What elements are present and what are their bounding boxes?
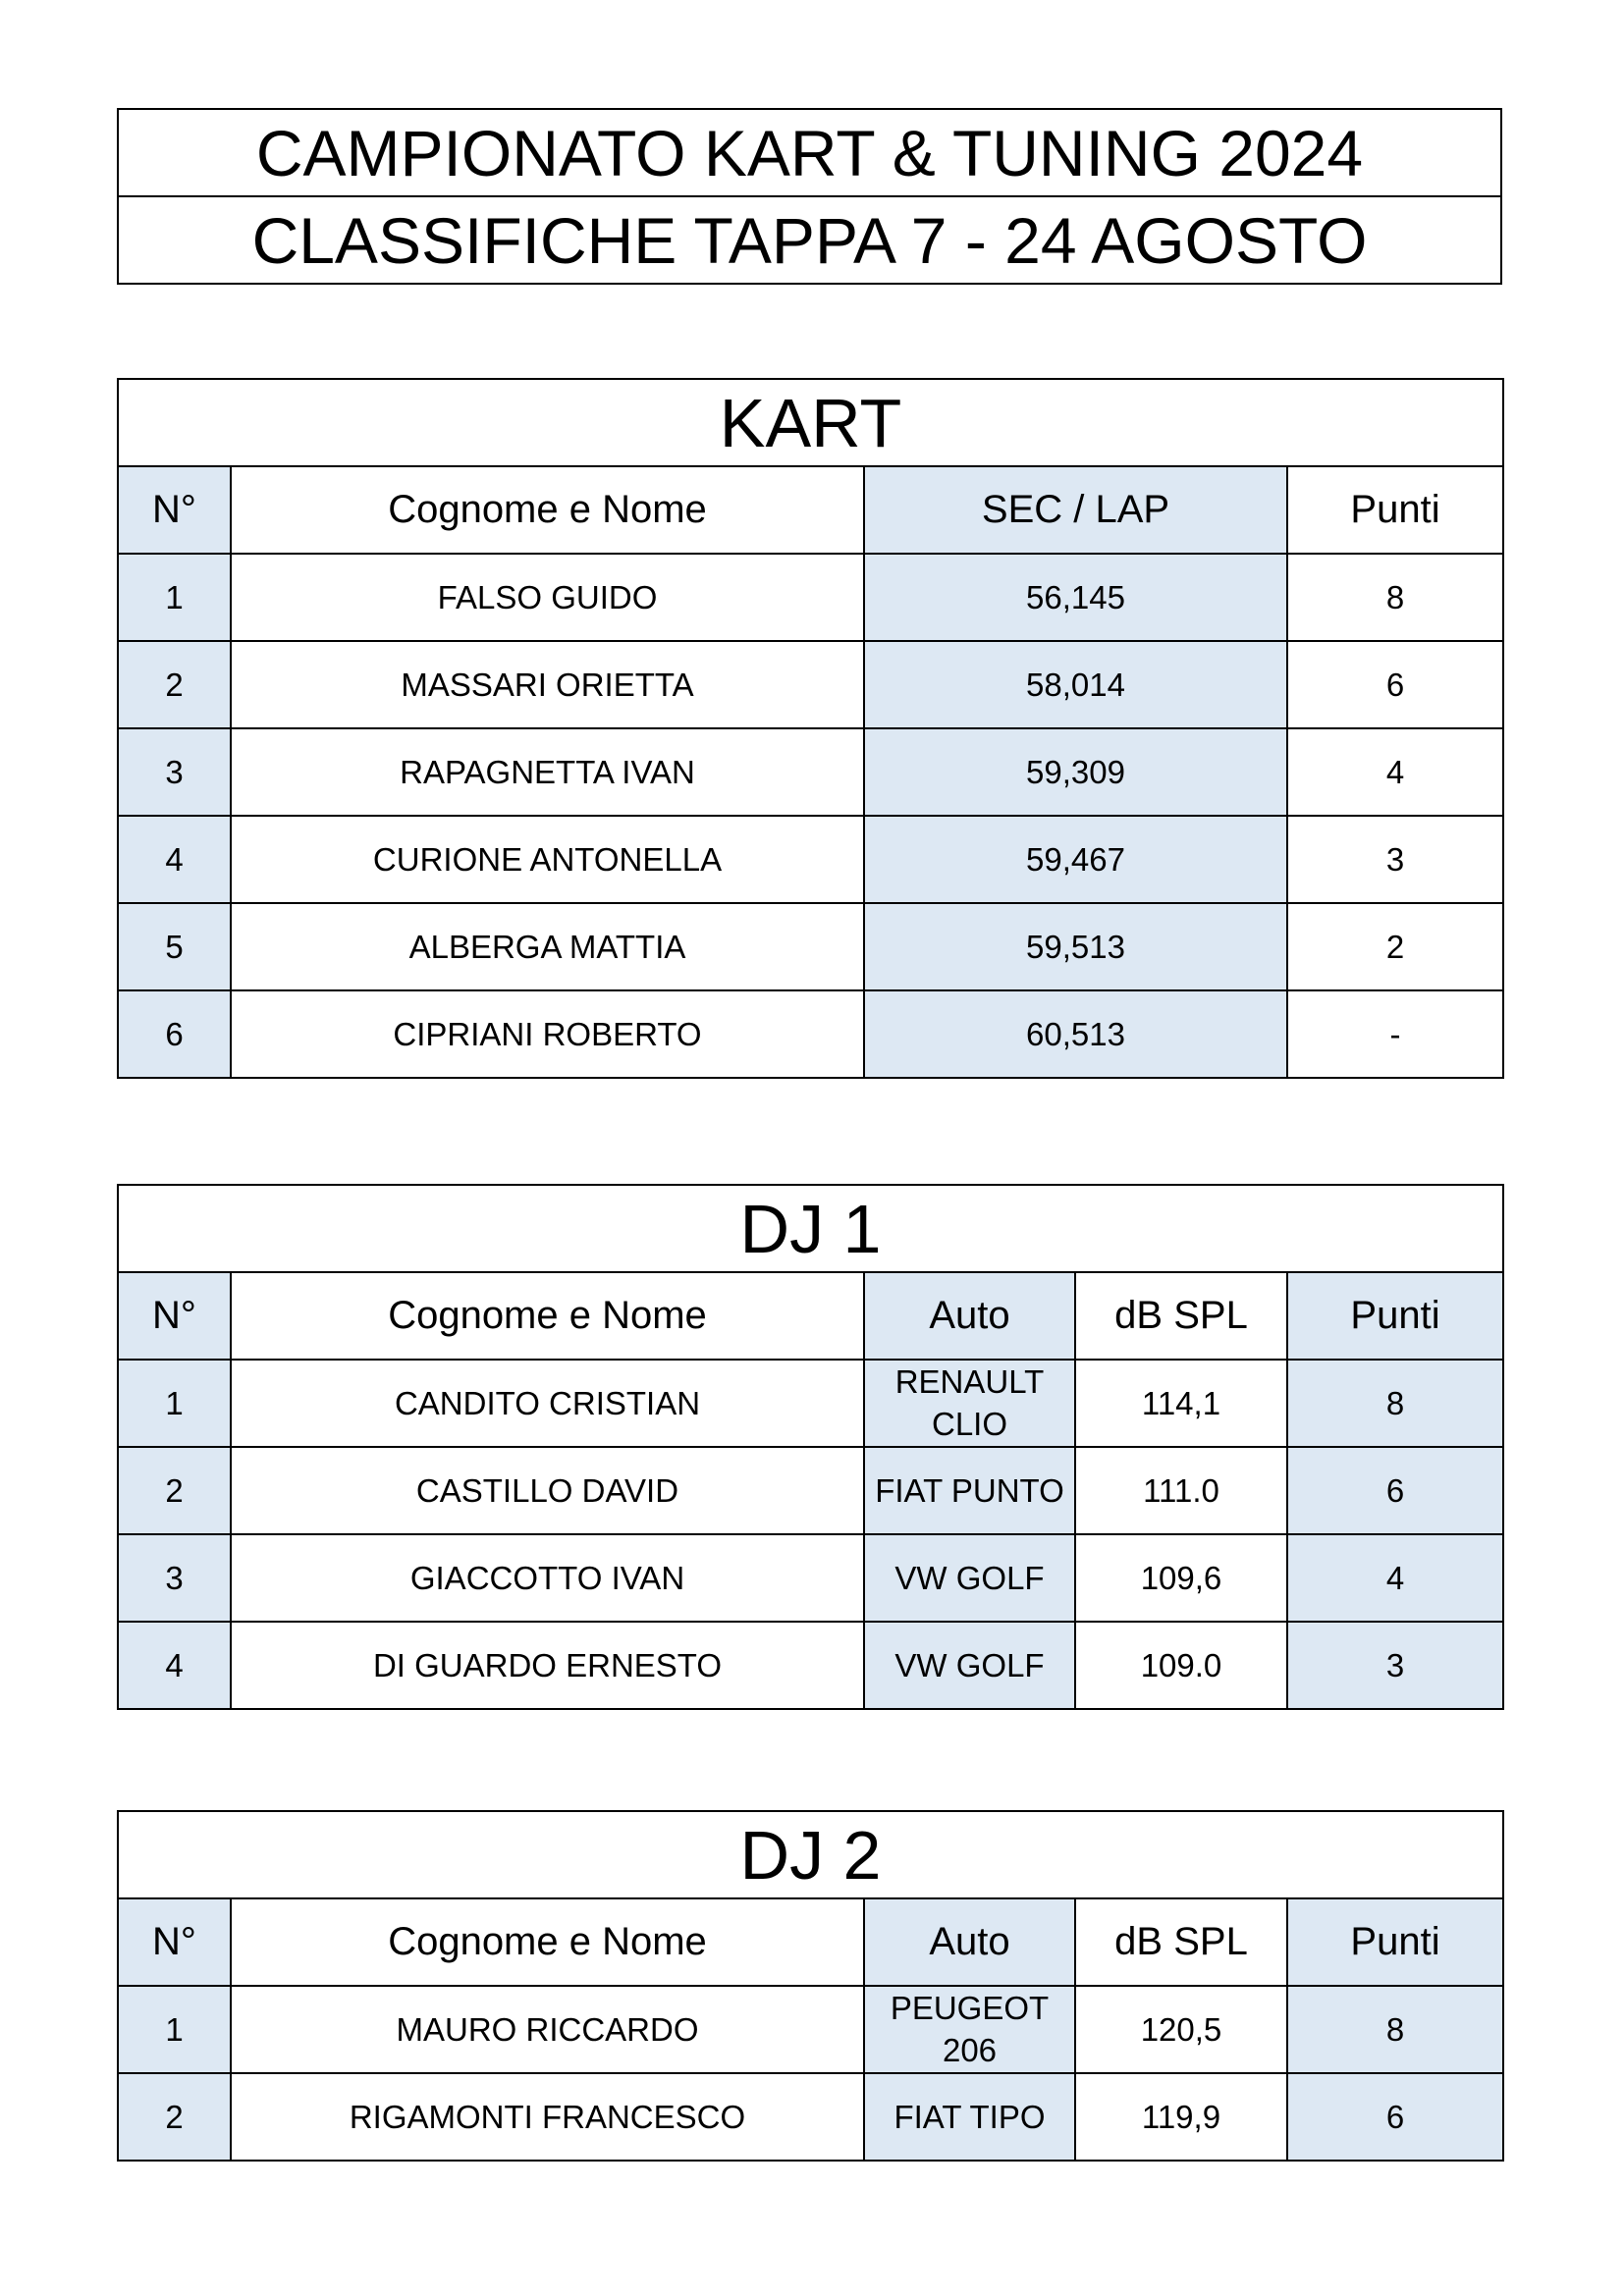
row-name: MASSARI ORIETTA [231, 641, 864, 728]
dj2-col-car: Auto [864, 1898, 1075, 1986]
row-points: 8 [1287, 1360, 1503, 1447]
row-db: 120,5 [1075, 1986, 1287, 2073]
row-number: 1 [118, 554, 231, 641]
row-name: MAURO RICCARDO [231, 1986, 864, 2073]
page-subtitle: CLASSIFICHE TAPPA 7 - 24 AGOSTO [118, 196, 1501, 284]
row-car: FIAT PUNTO [864, 1447, 1075, 1534]
dj1-table [117, 1184, 1504, 1710]
kart-col-number: N° [118, 466, 231, 554]
row-points: 2 [1287, 903, 1503, 990]
row-points: 8 [1287, 554, 1503, 641]
row-number: 1 [118, 1360, 231, 1447]
table-row [118, 1360, 1503, 1447]
header-table [117, 108, 1502, 285]
dj2-col-name: Cognome e Nome [231, 1898, 864, 1986]
table-row [118, 816, 1503, 903]
row-points: 3 [1287, 816, 1503, 903]
row-db: 109,6 [1075, 1534, 1287, 1622]
table-row [118, 728, 1503, 816]
kart-col-time: SEC / LAP [864, 466, 1287, 554]
table-row [118, 641, 1503, 728]
row-car [864, 1360, 1075, 1447]
table-row [118, 2073, 1503, 2161]
row-time: 60,513 [864, 990, 1287, 1078]
row-name: ALBERGA MATTIA [231, 903, 864, 990]
row-points: 6 [1287, 1447, 1503, 1534]
row-points: 4 [1287, 1534, 1503, 1622]
row-car: VW GOLF [864, 1534, 1075, 1622]
row-db: 114,1 [1075, 1360, 1287, 1447]
dj2-table [117, 1810, 1504, 2162]
row-time: 58,014 [864, 641, 1287, 728]
row-number: 3 [118, 728, 231, 816]
row-points: 4 [1287, 728, 1503, 816]
row-car [864, 1986, 1075, 2073]
row-db: 119,9 [1075, 2073, 1287, 2161]
dj2-col-number: N° [118, 1898, 231, 1986]
row-name: DI GUARDO ERNESTO [231, 1622, 864, 1709]
row-time: 59,513 [864, 903, 1287, 990]
row-number: 4 [118, 1622, 231, 1709]
row-name: CURIONE ANTONELLA [231, 816, 864, 903]
row-number: 2 [118, 641, 231, 728]
row-points: 6 [1287, 2073, 1503, 2161]
row-points: 6 [1287, 641, 1503, 728]
row-name: GIACCOTTO IVAN [231, 1534, 864, 1622]
table-row [118, 1986, 1503, 2073]
row-number: 1 [118, 1986, 231, 2073]
row-name: CASTILLO DAVID [231, 1447, 864, 1534]
row-car: VW GOLF [864, 1622, 1075, 1709]
dj1-col-points: Punti [1287, 1272, 1503, 1360]
dj2-title: DJ 2 [118, 1811, 1503, 1898]
row-name: RIGAMONTI FRANCESCO [231, 2073, 864, 2161]
dj2-col-points: Punti [1287, 1898, 1503, 1986]
dj1-col-car: Auto [864, 1272, 1075, 1360]
row-time: 59,309 [864, 728, 1287, 816]
row-points: 8 [1287, 1986, 1503, 2073]
table-row [118, 1447, 1503, 1534]
dj1-col-number: N° [118, 1272, 231, 1360]
table-row [118, 903, 1503, 990]
row-car-line2: CLIO [931, 1405, 1008, 1442]
row-name: CIPRIANI ROBERTO [231, 990, 864, 1078]
row-car-line1: PEUGEOT [890, 1989, 1050, 2026]
row-name: FALSO GUIDO [231, 554, 864, 641]
row-number: 2 [118, 2073, 231, 2161]
row-number: 5 [118, 903, 231, 990]
row-db: 111.0 [1075, 1447, 1287, 1534]
table-row [118, 990, 1503, 1078]
kart-col-name: Cognome e Nome [231, 466, 864, 554]
dj1-col-db: dB SPL [1075, 1272, 1287, 1360]
table-row [118, 1622, 1503, 1709]
row-number: 2 [118, 1447, 231, 1534]
kart-title: KART [118, 379, 1503, 466]
kart-col-points: Punti [1287, 466, 1503, 554]
row-time: 59,467 [864, 816, 1287, 903]
page-title: CAMPIONATO KART & TUNING 2024 [118, 109, 1501, 196]
row-db: 109.0 [1075, 1622, 1287, 1709]
row-car-line2: 206 [942, 2031, 998, 2068]
kart-table [117, 378, 1504, 1079]
row-points: - [1287, 990, 1503, 1078]
row-points: 3 [1287, 1622, 1503, 1709]
dj2-col-db: dB SPL [1075, 1898, 1287, 1986]
row-car: FIAT TIPO [864, 2073, 1075, 2161]
row-name: RAPAGNETTA IVAN [231, 728, 864, 816]
row-car-line1: RENAULT [894, 1362, 1045, 1400]
row-number: 6 [118, 990, 231, 1078]
table-row [118, 1534, 1503, 1622]
row-number: 4 [118, 816, 231, 903]
row-name: CANDITO CRISTIAN [231, 1360, 864, 1447]
row-time: 56,145 [864, 554, 1287, 641]
dj1-col-name: Cognome e Nome [231, 1272, 864, 1360]
row-number: 3 [118, 1534, 231, 1622]
table-row [118, 554, 1503, 641]
dj1-title: DJ 1 [118, 1185, 1503, 1272]
